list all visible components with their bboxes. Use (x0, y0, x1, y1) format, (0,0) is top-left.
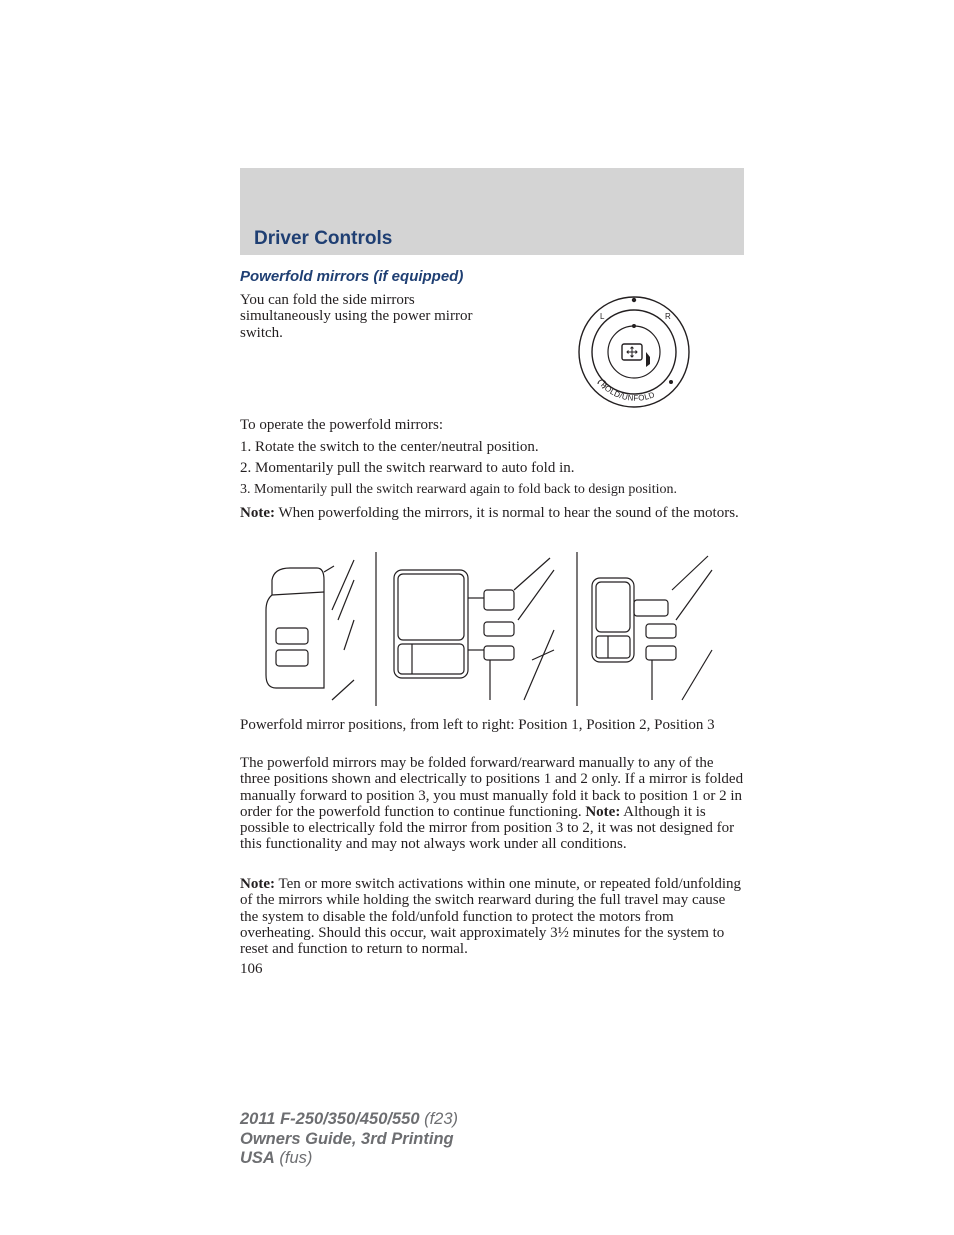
body-note-label: Note: (585, 803, 621, 820)
note-2-label: Note: (240, 876, 275, 892)
mirror-position-1 (266, 560, 354, 700)
mirror-positions-illustration (262, 550, 714, 708)
page-number: 106 (240, 961, 263, 977)
body-paragraph (240, 755, 744, 853)
mirror-switch-illustration (574, 292, 694, 410)
body-text-b: Although it is possible to electrically fold the mirror from position 3 to 2, it was not designed for this functionality and may not always work under all conditions. (240, 803, 735, 853)
note-1-label: Note: (240, 505, 275, 521)
section-title: Driver Controls (254, 228, 393, 249)
footer-model-code: (f23) (419, 1110, 459, 1128)
operate-intro: To operate the powerfold mirrors: (240, 417, 444, 433)
body-text-a: The powerfold mirrors may be folded forward/rearward manually to any of the three positions shown and electrically to positions 1 and 2 only. If a mirror is folded manually forward to position 3, you must manually fold it back to position 1 or 2 in order for the powerfold function to continue functioning. (240, 755, 744, 820)
footer-market: USA (240, 1149, 275, 1167)
footer-line-2: Owners Guide, 3rd Printing (240, 1129, 454, 1148)
note-1-text: When powerfolding the mirrors, it is normal to hear the sound of the motors. (274, 505, 739, 521)
step-3: 3. Momentarily pull the switch rearward again to fold back to design position. (240, 482, 678, 497)
footer-line-1 (240, 1110, 458, 1130)
step-2: 2. Momentarily pull the switch rearward to auto fold in. (240, 460, 575, 476)
intro-paragraph: You can fold the side mirrors simultaneously using the power mirror switch. (240, 292, 473, 341)
note-1 (240, 505, 744, 521)
switch-fold-dot (669, 380, 673, 384)
mirror-position-3 (592, 556, 712, 700)
switch-label-left: L (600, 312, 605, 321)
mirror-fold-glyph-icon (646, 352, 650, 367)
switch-center-dot (632, 324, 636, 328)
note-2 (240, 876, 744, 957)
subheading: Powerfold mirrors (if equipped) (240, 268, 464, 285)
switch-label-right: R (665, 312, 671, 321)
switch-fold-label: FOLD/UNFOLD (598, 380, 657, 403)
four-way-arrow-icon (627, 347, 637, 357)
footer-market-code: (fus) (274, 1149, 313, 1167)
note-2-text: Ten or more switch activations within one minute, or repeated fold/unfolding of the mirrors while holding the switch rearward during the full travel may cause the system to disable the fold/unfold function to protect the motors from overheating. Should this occur, wait approximately 3½ minutes for the system to reset and function to return to normal. (240, 876, 742, 958)
footer-model: 2011 F-250/350/450/550 (240, 1110, 420, 1128)
footer-line-3 (240, 1149, 458, 1169)
figure-caption: Powerfold mirror positions, from left to right: Position 1, Position 2, Position 3 (240, 717, 715, 733)
step-1: 1. Rotate the switch to the center/neutral position. (240, 439, 539, 455)
switch-top-dot (632, 298, 636, 302)
document-footer (240, 1110, 458, 1169)
mirror-position-2 (394, 558, 554, 700)
